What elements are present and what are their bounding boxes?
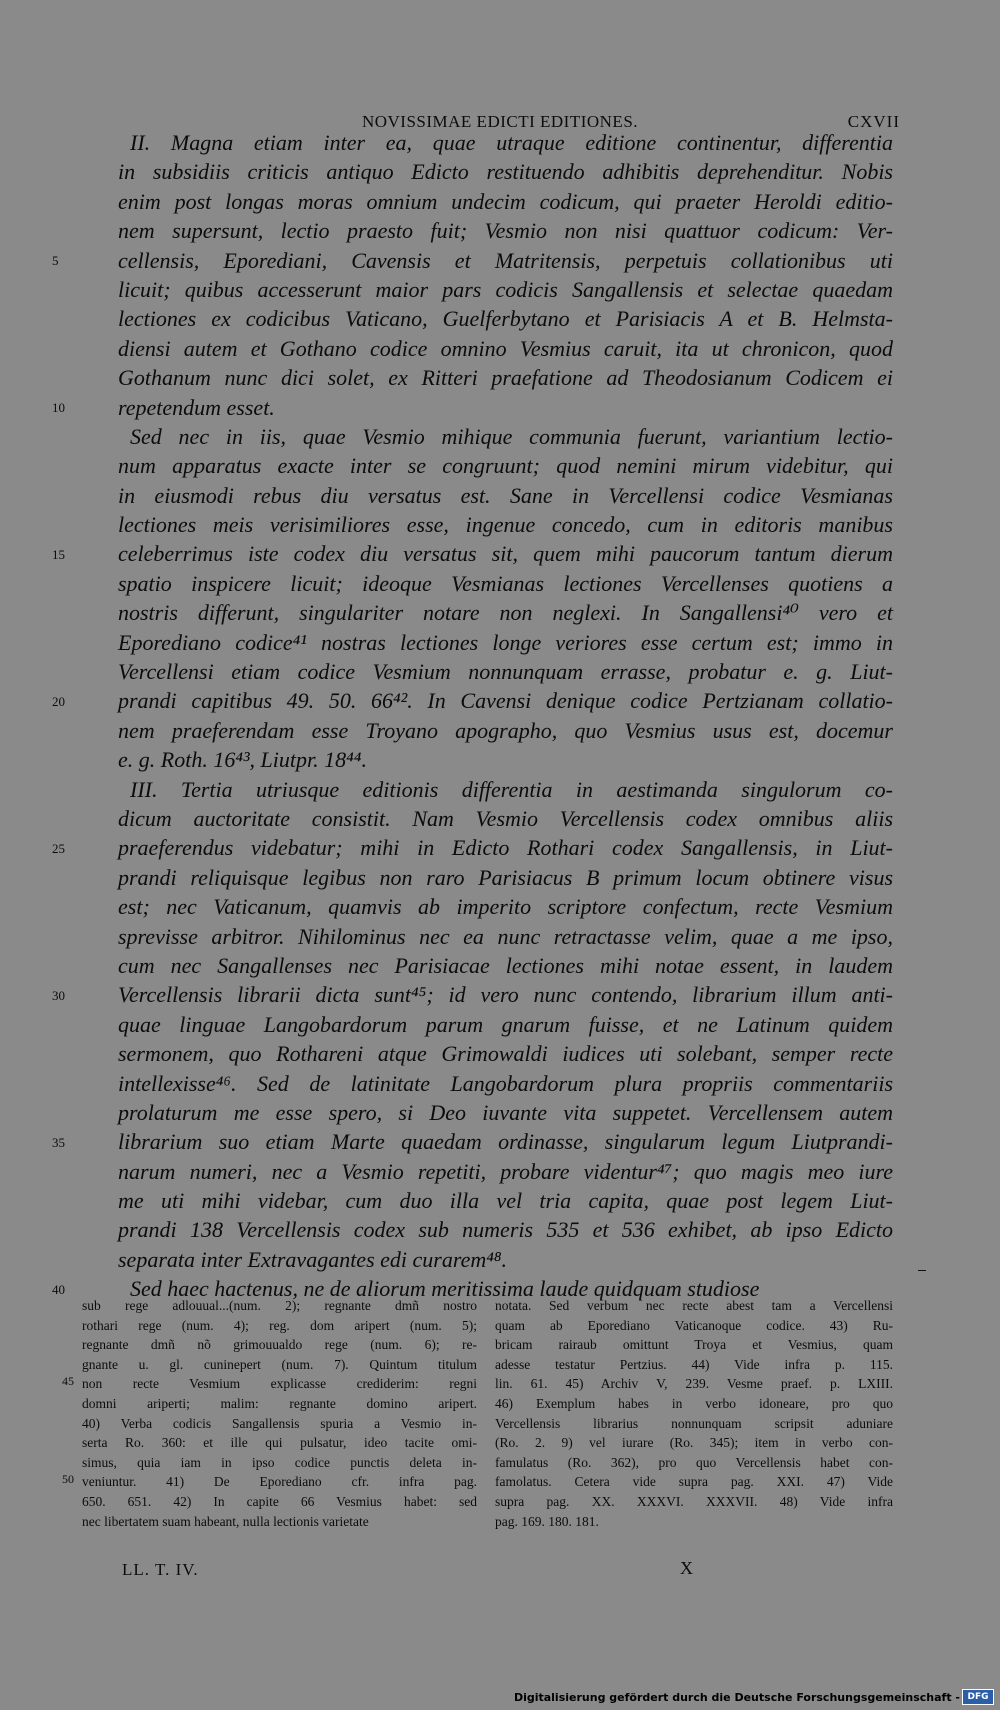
text-line: lectiones ex codicibus Vaticano, Guelferbytano et Parisiacis A et B. Helmsta- xyxy=(118,306,893,332)
footnote-line-number: 50 xyxy=(62,1472,74,1487)
text-line: separata inter Extravagantes edi curarem⁴⁸. xyxy=(118,1246,508,1272)
margin-dash xyxy=(918,1270,926,1271)
funding-notice: Digitalisierung gefördert durch die Deutsche Forschungsgemeinschaft - xyxy=(513,1691,960,1704)
digitization-bar xyxy=(0,1678,1000,1710)
text-line: in subsidiis criticis antiquo Edicto restituendo adhibitis deprehenditur. Nobis xyxy=(118,159,893,185)
text-line: enim post longas moras omnium undecim codicum, qui praeter Heroldi editio- xyxy=(118,188,893,214)
volume-signature: LL. T. IV. xyxy=(122,1560,199,1579)
text-line: in eiusmodi rebus diu versatus est. Sane in Vercellensi codice Vesmianas xyxy=(118,482,893,508)
running-head: NOVISSIMAE EDICTI EDITIONES. xyxy=(361,112,639,131)
line-number: 30 xyxy=(52,987,65,1003)
line-number: 15 xyxy=(52,546,65,562)
sheet-signature: X xyxy=(680,1558,693,1578)
footnote-line: non recte Vesmium explicasse crediderim: regni xyxy=(82,1376,477,1392)
text-line: repetendum esset. xyxy=(118,394,275,420)
text-line: dicum auctoritate consistit. Nam Vesmio Vercellensis codex omnibus aliis xyxy=(118,805,893,831)
footnote-line: bricam rairaub omittunt Troya et Vesmius, quam xyxy=(495,1337,893,1353)
text-line: sprevisse arbitror. Nihilominus nec ea nunc retractasse velim, quae a me ipso, xyxy=(118,923,893,949)
text-line: celeberrimus iste codex diu versatus sit, quem mihi paucorum tantum dierum xyxy=(118,541,893,567)
text-line: licuit; quibus accesserunt maior pars codicis Sangallensis et selectae quaedam xyxy=(118,276,893,302)
text-line: nostris differunt, singulariter notare non neglexi. In Sangallensi⁴⁰ vero et xyxy=(118,600,893,626)
text-line: III. Tertia utriusque editionis differentia in aestimanda singulorum co- xyxy=(130,776,893,802)
text-line: cellensis, Eporediani, Cavensis et Matritensis, perpetuis collationibus uti xyxy=(118,247,893,273)
footnote-line: nec libertatem suam habeant, nulla lectionis varietate xyxy=(82,1513,369,1529)
footnote-line: 40) Verba codicis Sangallensis spuria a Vesmio in- xyxy=(82,1415,477,1431)
text-line: praeferendus videbatur; mihi in Edicto Rothari codex Sangallensis, in Liut- xyxy=(118,835,893,861)
line-number: 5 xyxy=(52,252,59,268)
text-line: spatio inspicere licuit; ideoque Vesmianas lectiones Vercellenses quotiens a xyxy=(118,570,893,596)
line-number: 20 xyxy=(52,693,65,709)
text-line: prolaturum me esse spero, si Deo iuvante vita suppetet. Vercellensem autem xyxy=(118,1099,893,1125)
footnote-line: 46) Exemplum habes in verbo idoneare, pro quo xyxy=(495,1395,893,1411)
line-number: 10 xyxy=(52,399,65,415)
main-text xyxy=(118,128,893,1304)
line-number: 40 xyxy=(52,1281,65,1297)
footnote-line: famolatus. Cetera vide supra pag. XXI. 47) Vide xyxy=(495,1474,893,1490)
footnote-line: pag. 169. 180. 181. xyxy=(495,1513,599,1529)
text-line: nem praeferendam esse Troyano apographo, quo Vesmius usus est, docemur xyxy=(118,717,893,743)
text-line: Sed haec hactenus, ne de aliorum meritissima laude quidquam studiose xyxy=(130,1276,760,1302)
text-line: Gothanum nunc dici solet, ex Ritteri praefatione ad Theodosianum Codicem ei xyxy=(118,365,893,391)
footnotes-left-column xyxy=(82,1296,477,1531)
line-number: 35 xyxy=(52,1134,65,1150)
footnote-line: quam ab Eporediano Vaticanoque codice. 43) Ru- xyxy=(495,1317,893,1333)
text-line: Vercellensis librarii dicta sunt⁴⁵; id vero nunc contendo, librarium illum anti- xyxy=(118,982,893,1008)
text-line: prandi 138 Vercellensis codex sub numeris 535 et 536 exhibet, ab ipso Edicto xyxy=(118,1217,893,1243)
text-line: nem supersunt, lectio praesto fuit; Vesmio non nisi quattuor codicum: Ver- xyxy=(118,218,893,244)
footnote-line: Vercellensis librarius nonnunquam scripsit aduniare xyxy=(495,1415,893,1431)
footnote-line: famulatus (Ro. 362), pro quo Vercellensis habet con- xyxy=(495,1454,893,1470)
footnote-line: regnante dmñ nõ grimouualdo rege (num. 6); re- xyxy=(82,1337,477,1353)
text-line: narum numeri, nec a Vesmio repetiti, probare videntur⁴⁷; quo magis meo iure xyxy=(118,1158,893,1184)
footnotes-right-column xyxy=(495,1296,893,1531)
text-line: intellexisse⁴⁶. Sed de latinitate Langobardorum plura propriis commentariis xyxy=(118,1070,893,1096)
footnote-line: notata. Sed verbum nec recte abest tam a Vercellensi xyxy=(495,1298,893,1313)
footnote-line: serta Ro. 360: et ille qui pulsatur, ideo tacite omi- xyxy=(82,1435,477,1451)
footnote-line: adesse testatur Pertzius. 44) Vide infra p. 115. xyxy=(495,1356,893,1372)
text-line: me uti mihi videbar, cum duo illa vel tria capita, quae post legem Liut- xyxy=(118,1188,893,1214)
text-line: librarium suo etiam Marte quaedam ordinasse, singularum legum Liutprandi- xyxy=(118,1129,893,1155)
footnote-line: simus, quia iam in ipso codice punctis deleta in- xyxy=(82,1454,477,1470)
text-line: Vercellensi etiam codice Vesmium nonnunquam errasse, probatur e. g. Liut- xyxy=(118,659,893,685)
text-line: lectiones meis verisimiliores esse, ingenue concedo, cum in editoris manibus xyxy=(118,512,893,538)
footnote-line: domni ariperti; malim: regnante domino aripert. xyxy=(82,1395,477,1411)
text-line: diensi autem et Gothano codice omnino Vesmius caruit, ita ut chronicon, quod xyxy=(118,335,893,361)
text-line: cum nec Sangallenses nec Parisiacae lectiones mihi notae essent, in laudem xyxy=(118,952,893,978)
line-number: 25 xyxy=(52,840,65,856)
footnote-line: supra pag. XX. XXXVI. XXXVII. 48) Vide infra xyxy=(495,1493,893,1509)
footnote-line: gnante u. gl. cuninepert (num. 7). Quintum titulum xyxy=(82,1356,477,1372)
footnote-line: lin. 61. 45) Archiv V, 239. Vesme praef. p. LXIII. xyxy=(495,1376,893,1392)
text-line: II. Magna etiam inter ea, quae utraque editione continentur, differentia xyxy=(130,130,893,155)
text-line: Eporediano codice⁴¹ nostras lectiones longe veriores esse certum est; immo in xyxy=(118,629,893,655)
footnote-line: 650. 651. 42) In capite 66 Vesmius habet: sed xyxy=(82,1493,477,1509)
text-line: prandi capitibus 49. 50. 66⁴². In Cavensi denique codice Pertzianam collatio- xyxy=(118,688,893,714)
page-number: CXVII xyxy=(847,112,900,131)
footnote-line-number: 45 xyxy=(62,1374,74,1389)
text-line: est; nec Vaticanum, quamvis ab imperito scriptore confectum, recte Vesmium xyxy=(118,894,893,920)
text-line: sermonem, quo Rothareni atque Grimowaldi iudices uti solebant, semper recte xyxy=(118,1041,893,1067)
footnote-line: (Ro. 2. 9) vel iurare (Ro. 345); item in verbo con- xyxy=(495,1435,893,1451)
footnote-line: rothari rege (num. 4); reg. dom aripert (num. 5); xyxy=(82,1317,477,1333)
text-line: prandi reliquisque legibus non raro Parisiacus B primum locum obtinere visus xyxy=(118,864,893,890)
footnote-line: sub rege adlouual...(num. 2); regnante dmñ nostro xyxy=(82,1298,477,1313)
text-line: Sed nec in iis, quae Vesmio mihique communia fuerunt, variantium lectio- xyxy=(130,423,893,449)
footnote-line: veniuntur. 41) De Eporediano cfr. infra pag. xyxy=(82,1474,477,1490)
text-line: e. g. Roth. 16⁴³, Liutpr. 18⁴⁴. xyxy=(118,747,367,773)
text-line: num apparatus exacte inter se congruunt; quod nemini mirum videbitur, qui xyxy=(118,453,893,479)
dfg-logo[interactable]: DFG xyxy=(962,1689,994,1705)
text-line: quae linguae Langobardorum parum gnarum fuisse, et ne Latinum quidem xyxy=(118,1011,893,1037)
